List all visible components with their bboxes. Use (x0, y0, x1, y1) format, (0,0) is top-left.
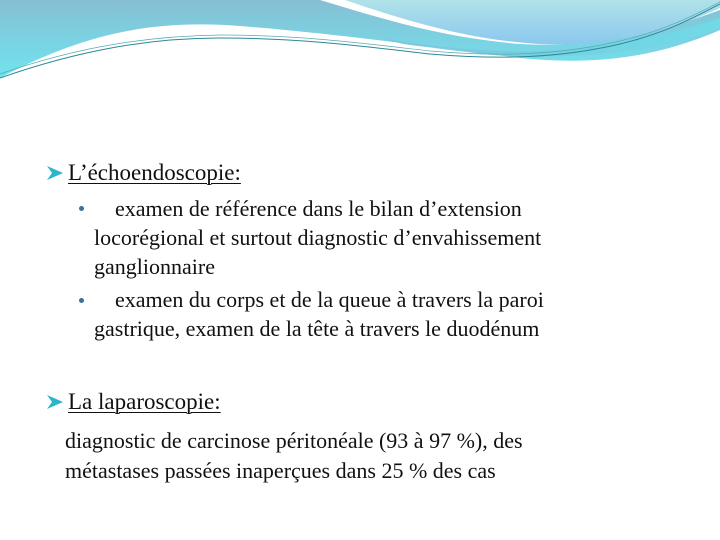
list-item-echo-1-line-3: ganglionnaire (94, 254, 215, 279)
dot-bullet-icon (79, 298, 84, 303)
laparoscopie-body-line-1: diagnostic de carcinose péritonéale (93 à 97 %), des (65, 428, 523, 453)
list-item-echo-2-line-1: examen du corps et de la queue à travers la paroi (115, 287, 544, 312)
arrow-bullet-icon (46, 393, 64, 411)
section-heading-echoendoscopie (46, 159, 241, 187)
heading-text: La laparoscopie: (68, 389, 221, 414)
arrow-bullet-icon (46, 164, 64, 182)
dot-bullet-icon (79, 206, 84, 211)
list-item-echo-1-line-2: locorégional et surtout diagnostic d’envahissement (94, 225, 542, 250)
list-item-echo-2-line-2: gastrique, examen de la tête à travers le duodénum (94, 316, 540, 341)
heading-text: L’échoendoscopie: (68, 160, 241, 185)
laparoscopie-body-line-2: métastases passées inaperçues dans 25 % des cas (65, 458, 496, 483)
list-item-echo-1-line-1: examen de référence dans le bilan d’extension (115, 196, 522, 221)
section-heading-laparoscopie (46, 388, 221, 416)
